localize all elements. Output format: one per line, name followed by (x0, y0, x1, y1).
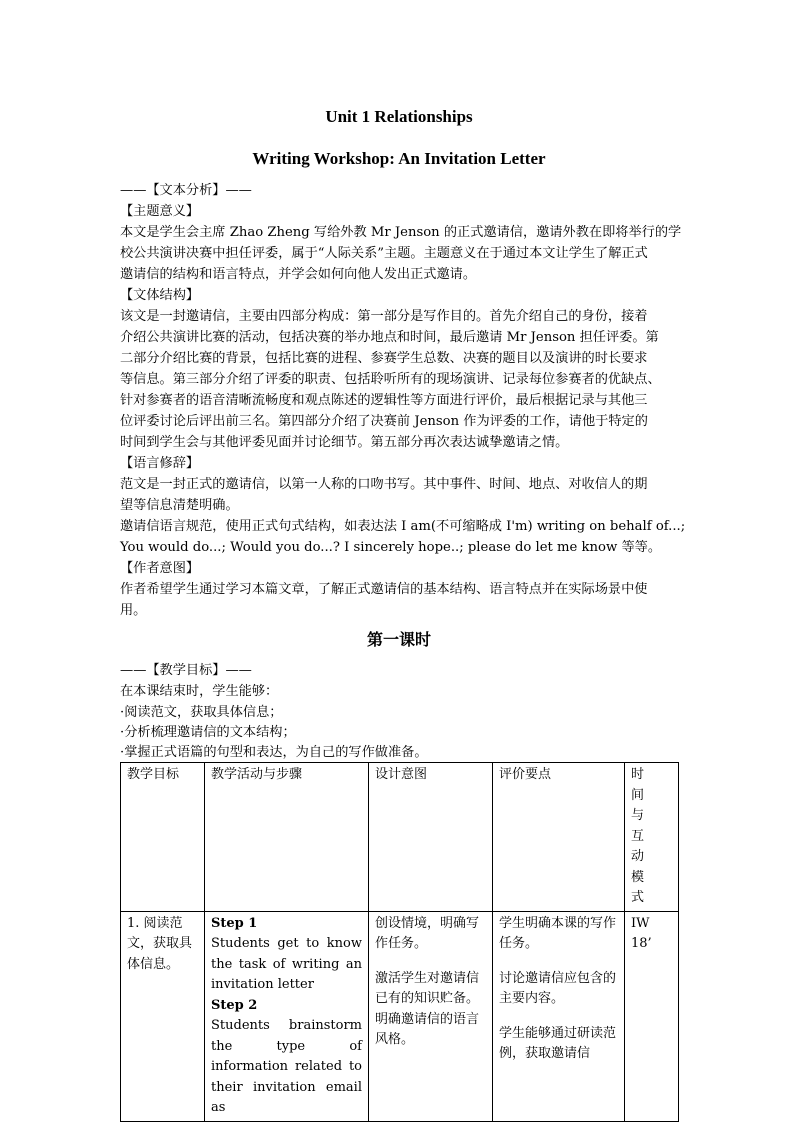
header-evaluation: 评价要点 (493, 763, 625, 912)
goal-item: ·分析梳理邀请信的文本结构； (120, 725, 296, 740)
document-title: Unit 1 Relationships (325, 107, 473, 126)
goals-header: ——【教学目标】—— (120, 663, 252, 678)
language-heading: 【语言修辞】 (120, 456, 200, 471)
table-header-row (121, 763, 679, 912)
structure-line: 位评委讨论后评出前三名。第四部分介绍了决赛前 Jenson 作为评委的工作，请他于特定的 (120, 414, 648, 429)
step1-label: Step 1 (211, 915, 258, 931)
evaluation-text: 学生能够通过研读范例，获取邀请信 (499, 1025, 617, 1061)
evaluation-text: 讨论邀请信应包含的主要内容。 (499, 970, 617, 1006)
theme-line: 邀请信的结构和语言特点，并学会如何向他人发出正式邀请。 (120, 267, 477, 282)
header-design-intent: 设计意图 (369, 763, 493, 912)
language-line: You would do...; Would you do...? I sincerely hope..; please do let me know 等等。 (120, 540, 662, 555)
structure-line: 时间到学生会与其他评委见面并讨论细节。第五部分再次表达诚挚邀请之情。 (120, 435, 569, 450)
structure-line: 介绍公共演讲比赛的活动，包括决赛的举办地点和时间，最后邀请 Mr Jenson 担任评委。第 (120, 330, 659, 345)
goal-item: ·掌握正式语篇的句型和表达，为自己的写作做准备。 (120, 745, 428, 760)
intent-line: 作者希望学生通过学习本篇文章，了解正式邀请信的基本结构、语言特点并在实际场景中使 (120, 582, 648, 597)
activity-cell (205, 911, 369, 1121)
structure-line: 该文是一封邀请信，主要由四部分构成：第一部分是写作目的。首先介绍自己的身份，接着 (120, 309, 648, 324)
document-subtitle: Writing Workshop: An Invitation Letter (252, 149, 546, 168)
structure-line: 等信息。第三部分介绍了评委的职责、包括聆听所有的现场演讲、记录每位参赛者的优缺点、 (120, 372, 661, 387)
step1-text: Students get to know the task of writing an invitation letter (211, 936, 362, 992)
lesson-title: 第一课时 (366, 630, 431, 649)
theme-line: 本文是学生会主席 Zhao Zheng 写给外教 Mr Jenson 的正式邀请信，邀请外教在即将举行的学 (120, 225, 682, 240)
header-time-mode: 时间与互动模式 (625, 763, 679, 912)
intent-text: 创设情境，明确写作任务。 (375, 915, 480, 951)
interaction-mode: IW (631, 915, 650, 931)
goals-intro: 在本课结束时，学生能够： (120, 684, 279, 699)
language-line: 范文是一封正式的邀请信，以第一人称的口吻书写。其中事件、时间、地点、对收信人的期 (120, 477, 648, 492)
intent-line: 用。 (120, 603, 147, 618)
analysis-header: ——【文本分析】—— (120, 183, 252, 198)
theme-heading: 【主题意义】 (120, 204, 200, 219)
intent-heading: 【作者意图】 (120, 561, 200, 576)
evaluation-cell (493, 911, 625, 1121)
structure-line: 二部分介绍比赛的背景，包括比赛的进程、参赛学生总数、决赛的题目以及演讲的时长要求 (120, 351, 648, 366)
structure-line: 针对参赛者的语音清晰流畅度和观点陈述的逻辑性等方面进行评价，最后根据记录与其他三 (120, 393, 648, 408)
step2-label: Step 2 (211, 997, 258, 1013)
theme-line: 校公共演讲决赛中担任评委，属于“人际关系”主题。主题意义在于通过本文让学生了解正式 (120, 246, 648, 261)
structure-heading: 【文体结构】 (120, 288, 200, 303)
step2-text: Students brainstorm the type of information related to their invitation email as (211, 1018, 362, 1115)
language-line: 邀请信语言规范，使用正式句式结构，如表达法 I am(不可缩略成 I'm) writing on behalf of...; (120, 519, 686, 534)
intent-text: 激活学生对邀请信已有的知识贮备。明确邀请信的语言风格。 (375, 970, 480, 1047)
table-row (121, 911, 679, 1121)
header-teaching-goal: 教学目标 (121, 763, 205, 912)
goal-item: ·阅读范文，获取具体信息； (120, 705, 283, 720)
goal-cell: 1. 阅读范文，获取具体信息。 (121, 911, 205, 1121)
evaluation-text: 学生明确本课的写作任务。 (499, 915, 617, 951)
language-line: 望等信息清楚明确。 (120, 498, 239, 513)
time-minutes: 18’ (631, 936, 652, 951)
intent-cell (369, 911, 493, 1121)
header-activities: 教学活动与步骤 (205, 763, 369, 912)
lesson-plan-table (120, 762, 679, 1122)
time-mode-cell (625, 911, 679, 1121)
